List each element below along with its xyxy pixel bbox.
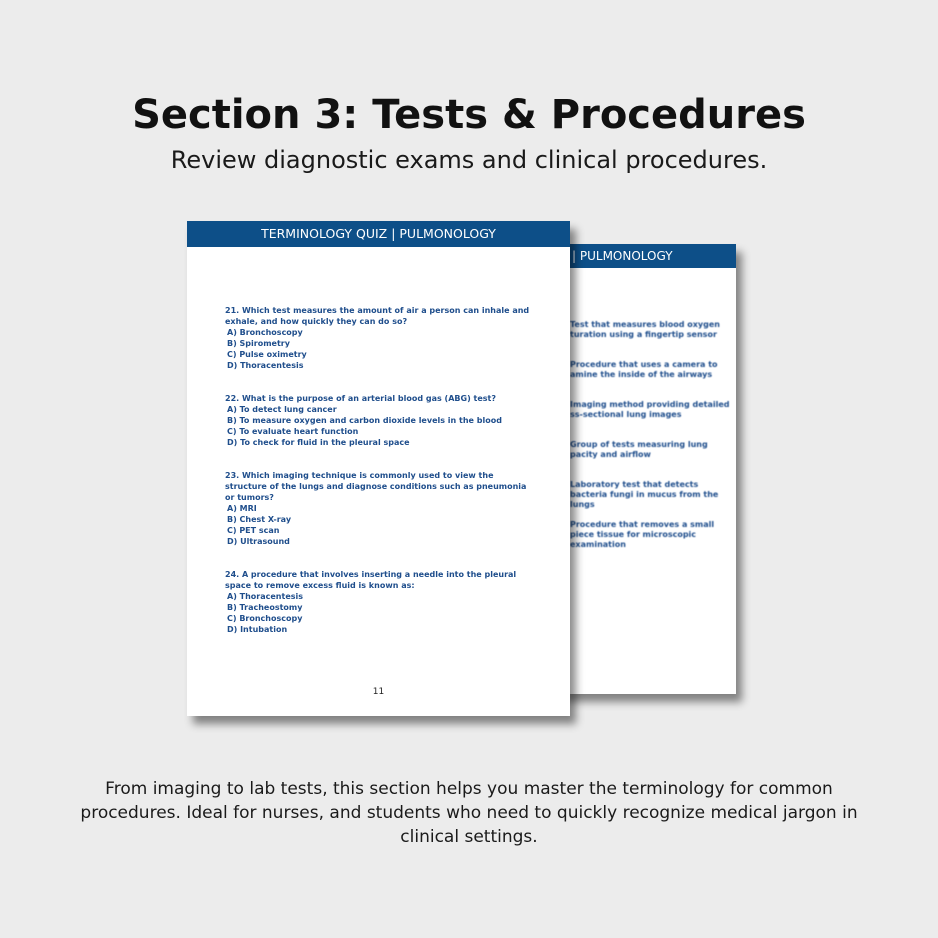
- answer-option: A) Thoracentesis: [227, 592, 304, 601]
- answer-option: B) Chest X-ray: [227, 515, 292, 524]
- section-title: Section 3: Tests & Procedures: [132, 92, 806, 138]
- answer-option: A) To detect lung cancer: [227, 405, 337, 414]
- answer-option: B) Spirometry: [227, 339, 290, 348]
- answer-option: C) PET scan: [227, 526, 280, 535]
- answer-option: D) Intubation: [227, 625, 288, 634]
- answer-option: D) To check for fluid in the pleural space: [227, 438, 410, 447]
- definition-item: Laboratory test that detects bacteria fungi in mucus from the lungs: [570, 480, 719, 509]
- back-page-preview: [560, 244, 736, 694]
- answer-option: C) Pulse oximetry: [227, 350, 307, 359]
- definition-item: Imaging method providing detailed ss-sectional lung images: [570, 400, 730, 419]
- definition-item: Test that measures blood oxygen turation using a fingertip sensor: [570, 320, 720, 339]
- answer-option: B) To measure oxygen and carbon dioxide levels in the blood: [227, 416, 502, 425]
- answer-option: C) To evaluate heart function: [227, 427, 359, 436]
- definition-item: Group of tests measuring lung pacity and airflow: [570, 440, 708, 459]
- front-page-header: TERMINOLOGY QUIZ | PULMONOLOGY: [187, 221, 570, 247]
- answer-option: A) Bronchoscopy: [227, 328, 303, 337]
- question-text: 23. Which imaging technique is commonly used to view the structure of the lungs and diagnose conditions such as pneumonia or tumors?: [225, 471, 527, 502]
- front-page-preview: [187, 221, 570, 716]
- answer-option: B) Tracheostomy: [227, 603, 303, 612]
- back-page-header: | PULMONOLOGY: [560, 244, 736, 268]
- question-text: 24. A procedure that involves inserting a needle into the pleural space to remove excess fluid is known as:: [225, 570, 517, 590]
- definition-item: Procedure that removes a small piece tissue for microscopic examination: [570, 520, 715, 549]
- question-text: 22. What is the purpose of an arterial blood gas (ABG) test?: [225, 394, 496, 403]
- definitions-list: [570, 320, 732, 560]
- answer-option: D) Ultrasound: [227, 537, 290, 546]
- question-item: [225, 569, 535, 635]
- question-text: 21. Which test measures the amount of air a person can inhale and exhale, and how quickly they can do so?: [225, 306, 530, 326]
- section-subtitle: Review diagnostic exams and clinical procedures.: [170, 146, 768, 174]
- answer-option: A) MRI: [227, 504, 257, 513]
- questions-list: [225, 305, 535, 657]
- section-description: From imaging to lab tests, this section helps you master the terminology for common procedures. Ideal for nurses, and students who need to quickly recognize medical jargon in clinical settings.: [80, 779, 858, 847]
- question-item: [225, 470, 535, 547]
- answer-option: D) Thoracentesis: [227, 361, 304, 370]
- question-item: [225, 305, 535, 371]
- answer-option: C) Bronchoscopy: [227, 614, 303, 623]
- page-number: 11: [372, 687, 385, 697]
- definition-item: Procedure that uses a camera to amine the inside of the airways: [570, 360, 718, 379]
- question-item: [225, 393, 535, 448]
